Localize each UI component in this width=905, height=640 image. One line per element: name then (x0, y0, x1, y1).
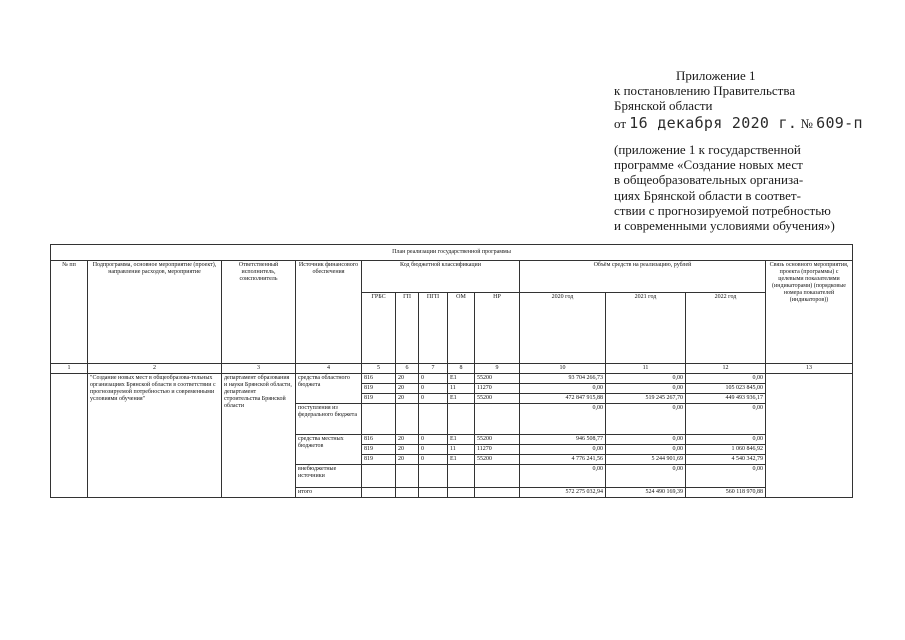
col-header-executor: Ответственный исполнитель, соисполнитель (222, 261, 296, 364)
cell-2022: 0,00 (686, 435, 766, 445)
cell-pgp: 0 (419, 455, 448, 465)
cell-2020: 0,00 (520, 445, 606, 455)
cell-om: E1 (448, 374, 475, 384)
col-header-grbs: ГРБС (362, 292, 396, 363)
cell-nr: 55200 (475, 394, 520, 404)
col-number: 10 (520, 364, 606, 374)
col-number: 5 (362, 364, 396, 374)
source-regional: средства областного бюджета (296, 374, 362, 404)
col-header-gp: ГП (396, 292, 419, 363)
cell-grbs: 816 (362, 435, 396, 445)
annex-line: (приложение 1 к государственной (614, 142, 801, 157)
col-number: 11 (606, 364, 686, 374)
cell-2020: 946 508,77 (520, 435, 606, 445)
cell-2020: 572 275 032,94 (520, 488, 606, 498)
cell-nr: 11270 (475, 384, 520, 394)
from-label: от (614, 116, 627, 131)
col-header-source: Источник финансового обеспечения (296, 261, 362, 364)
col-number: 13 (766, 364, 853, 374)
cell-gp: 20 (396, 455, 419, 465)
cell-om: 11 (448, 384, 475, 394)
cell-grbs: 819 (362, 445, 396, 455)
row-num-cell (51, 374, 88, 498)
cell-pgp (419, 488, 448, 498)
cell-nr (475, 404, 520, 435)
cell-2021: 0,00 (606, 445, 686, 455)
cell-2020: 0,00 (520, 465, 606, 488)
cell-grbs (362, 465, 396, 488)
annex-line: программе «Создание новых мест (614, 157, 803, 173)
cell-2021: 5 244 901,69 (606, 455, 686, 465)
annex-line: в общеобразовательных организа- (614, 172, 804, 188)
program-executors: департамент образования и науки Брянской области, департамент строительства Брянской области (222, 374, 296, 498)
cell-2021: 0,00 (606, 374, 686, 384)
table-title: План реализации государственной программы (51, 245, 853, 261)
cell-pgp: 0 (419, 435, 448, 445)
implementation-plan-table (50, 244, 853, 498)
cell-2022: 560 118 970,88 (686, 488, 766, 498)
col-header-budget-code: Код бюджетной классификации (362, 261, 520, 293)
cell-om (448, 488, 475, 498)
cell-nr (475, 488, 520, 498)
cell-2021: 0,00 (606, 465, 686, 488)
cell-2022: 0,00 (686, 465, 766, 488)
cell-2022: 0,00 (686, 374, 766, 384)
annex-reference (614, 142, 902, 233)
program-name: "Создание новых мест в общеобразова-тельных организациях Брянской области в соответствии с прогнозируемой потребностью и современными условиями обучения" (88, 374, 222, 498)
order-date-line (614, 114, 899, 133)
col-number: 8 (448, 364, 475, 374)
col-number: 1 (51, 364, 88, 374)
source-total: итого (296, 488, 362, 498)
cell-om: E1 (448, 394, 475, 404)
cell-nr: 55200 (475, 435, 520, 445)
region-name: Брянской области (614, 98, 713, 113)
cell-2020: 0,00 (520, 404, 606, 435)
source-extra-budgetary: внебюджетные источники (296, 465, 362, 488)
cell-2021: 0,00 (606, 384, 686, 394)
number-label: № (800, 116, 813, 131)
col-number: 4 (296, 364, 362, 374)
cell-pgp: 0 (419, 374, 448, 384)
col-header-indicator-link: Связь основного мероприятия, проекта (программы) с целевыми показателями (индикаторами) (порядковые номера показателей (индикаторов)) (766, 261, 853, 364)
cell-2020: 93 704 266,73 (520, 374, 606, 384)
cell-grbs (362, 488, 396, 498)
annex-line: ствии с прогнозируемой потребностью (614, 202, 831, 218)
cell-2021: 519 245 267,70 (606, 394, 686, 404)
cell-om (448, 404, 475, 435)
cell-grbs: 816 (362, 374, 396, 384)
cell-pgp: 0 (419, 384, 448, 394)
cell-2022: 1 060 846,92 (686, 445, 766, 455)
cell-2020: 0,00 (520, 384, 606, 394)
cell-2022: 4 540 342,79 (686, 455, 766, 465)
col-header-nr: НР (475, 292, 520, 363)
col-number: 6 (396, 364, 419, 374)
col-header-num: № пп (51, 261, 88, 364)
cell-om: E1 (448, 455, 475, 465)
resolution-header (614, 68, 899, 133)
col-number: 7 (419, 364, 448, 374)
cell-gp: 20 (396, 384, 419, 394)
cell-nr: 55200 (475, 455, 520, 465)
col-header-om: ОМ (448, 292, 475, 363)
cell-nr: 55200 (475, 374, 520, 384)
cell-om: 11 (448, 445, 475, 455)
source-federal: поступления из федерального бюджета (296, 404, 362, 435)
cell-2021: 0,00 (606, 435, 686, 445)
cell-om (448, 465, 475, 488)
col-header-pgp: ПГП (419, 292, 448, 363)
col-header-2021: 2021 год (606, 292, 686, 363)
cell-pgp (419, 404, 448, 435)
cell-grbs: 819 (362, 384, 396, 394)
handwritten-number: 609-п (816, 114, 863, 132)
appendix-title: Приложение 1 (676, 68, 756, 83)
cell-2020: 4 776 241,56 (520, 455, 606, 465)
cell-nr (475, 465, 520, 488)
col-header-2022: 2022 год (686, 292, 766, 363)
col-header-subprogram: Подпрограмма, основное мероприятие (проект), направление расходов, мероприятие (88, 261, 222, 364)
annex-line: циях Брянской области в соответ- (614, 187, 801, 203)
resolution-reference: к постановлению Правительства (614, 83, 796, 98)
cell-nr: 11270 (475, 445, 520, 455)
cell-gp: 20 (396, 394, 419, 404)
cell-gp: 20 (396, 435, 419, 445)
cell-grbs (362, 404, 396, 435)
cell-2020: 472 847 915,88 (520, 394, 606, 404)
cell-gp (396, 488, 419, 498)
cell-gp: 20 (396, 374, 419, 384)
cell-grbs: 819 (362, 455, 396, 465)
col-header-volume: Объём средств на реализацию, рублей (520, 261, 766, 293)
cell-pgp: 0 (419, 445, 448, 455)
cell-gp (396, 465, 419, 488)
col-header-2020: 2020 год (520, 292, 606, 363)
cell-2022: 0,00 (686, 404, 766, 435)
source-local: средства местных бюджетов (296, 435, 362, 465)
cell-2021: 524 490 169,39 (606, 488, 686, 498)
cell-pgp (419, 465, 448, 488)
col-number: 12 (686, 364, 766, 374)
col-number: 2 (88, 364, 222, 374)
cell-2021: 0,00 (606, 404, 686, 435)
cell-om: E1 (448, 435, 475, 445)
indicator-link-cell (766, 374, 853, 498)
cell-pgp: 0 (419, 394, 448, 404)
col-number: 3 (222, 364, 296, 374)
annex-line: и современными условиями обучения») (614, 218, 835, 234)
table-row (51, 374, 853, 384)
col-number: 9 (475, 364, 520, 374)
cell-2022: 449 493 936,17 (686, 394, 766, 404)
cell-grbs: 819 (362, 394, 396, 404)
handwritten-date: 16 декабря 2020 г. (629, 114, 798, 132)
cell-2022: 105 023 845,00 (686, 384, 766, 394)
cell-gp (396, 404, 419, 435)
cell-gp: 20 (396, 445, 419, 455)
